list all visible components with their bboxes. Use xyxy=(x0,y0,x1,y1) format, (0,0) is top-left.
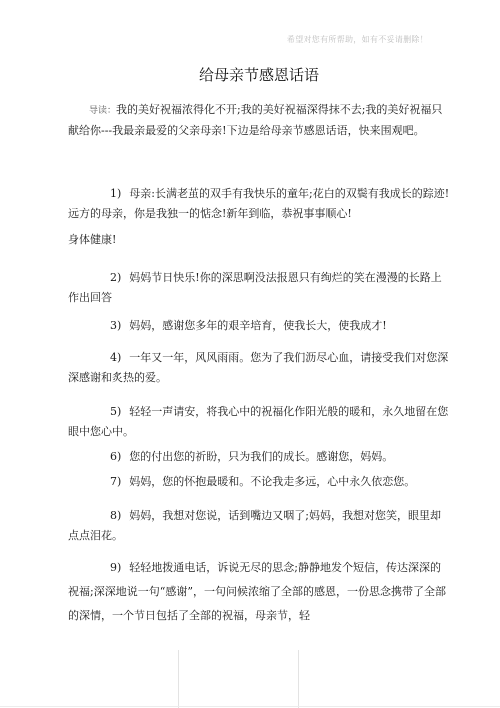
list-item-1 xyxy=(68,184,450,250)
item-number: 7) xyxy=(110,475,122,488)
item-text: 一年又一年，风风雨雨。您为了我们沥尽心血，请接受我们对您深深感谢和炙热的爱。 xyxy=(68,351,449,384)
list-item-2 xyxy=(68,268,450,308)
item-extra-text: 身体健康! xyxy=(68,233,117,246)
item-text: 母亲:长满老茧的双手有我快乐的童年;花白的双鬓有我成长的踪迹!远方的母亲，你是我独一的惦念!新年到临，恭祝事事顺心! xyxy=(68,187,450,220)
item-number: 4) xyxy=(110,351,122,364)
intro-paragraph xyxy=(68,100,450,141)
item-number: 2) xyxy=(110,271,122,284)
footer-divider xyxy=(178,650,179,708)
list-item-7 xyxy=(68,472,450,492)
intro-label: 导读： xyxy=(89,106,117,116)
list-item-8 xyxy=(68,506,450,546)
item-number: 1) xyxy=(110,187,122,200)
list-item-5 xyxy=(68,402,450,442)
list-item-3 xyxy=(68,316,450,336)
footer-divider xyxy=(298,650,299,708)
item-text: 妈妈，您的怀抱最暖和。不论我走多远，心中永久依恋您。 xyxy=(129,475,416,488)
item-number: 3) xyxy=(110,319,122,332)
item-number: 5) xyxy=(110,405,122,418)
item-text: 轻轻地拨通电话，诉说无尽的思念;静静地发个短信，传达深深的祝福;深深地说一句“感谢”，一句问候浓缩了全部的感恩，一份思念携带了全部的深情，一个节日包括了全部的祝福，母亲节，轻 xyxy=(68,561,446,622)
document-title: 给母亲节感恩话语 xyxy=(198,66,319,84)
watermark-text: 希望对您有所帮助，如有不妥请删除！ xyxy=(286,35,428,44)
item-number: 8) xyxy=(110,509,122,522)
intro-text: 我的美好祝福浓得化不开;我的美好祝福深得抹不去;我的美好祝福只献给你---我最亲最爱的父亲母亲!下边是给母亲节感恩话语，快来围观吧。 xyxy=(68,103,443,137)
list-item-9 xyxy=(68,556,450,628)
page-bottom-rule xyxy=(0,706,500,707)
list-item-6 xyxy=(68,447,450,467)
item-text: 妈妈节日快乐!你的深思啊没法报恩只有绚烂的笑在漫漫的长路上作出回答 xyxy=(68,271,442,304)
item-text: 妈妈，感谢您多年的艰辛培育，使我长大，使我成才! xyxy=(129,319,387,332)
item-text: 轻轻一声请安，将我心中的祝福化作阳光般的暖和，永久地留在您眼中您心中。 xyxy=(68,405,449,438)
item-number: 6) xyxy=(110,450,122,463)
item-text: 妈妈，我想对您说，话到嘴边又咽了;妈妈，我想对您笑，眼里却点点泪花。 xyxy=(68,509,442,542)
item-text: 您的付出您的祈盼，只为我们的成长。感谢您，妈妈。 xyxy=(129,450,394,463)
list-item-4 xyxy=(68,348,450,388)
item-number: 9) xyxy=(110,561,122,574)
